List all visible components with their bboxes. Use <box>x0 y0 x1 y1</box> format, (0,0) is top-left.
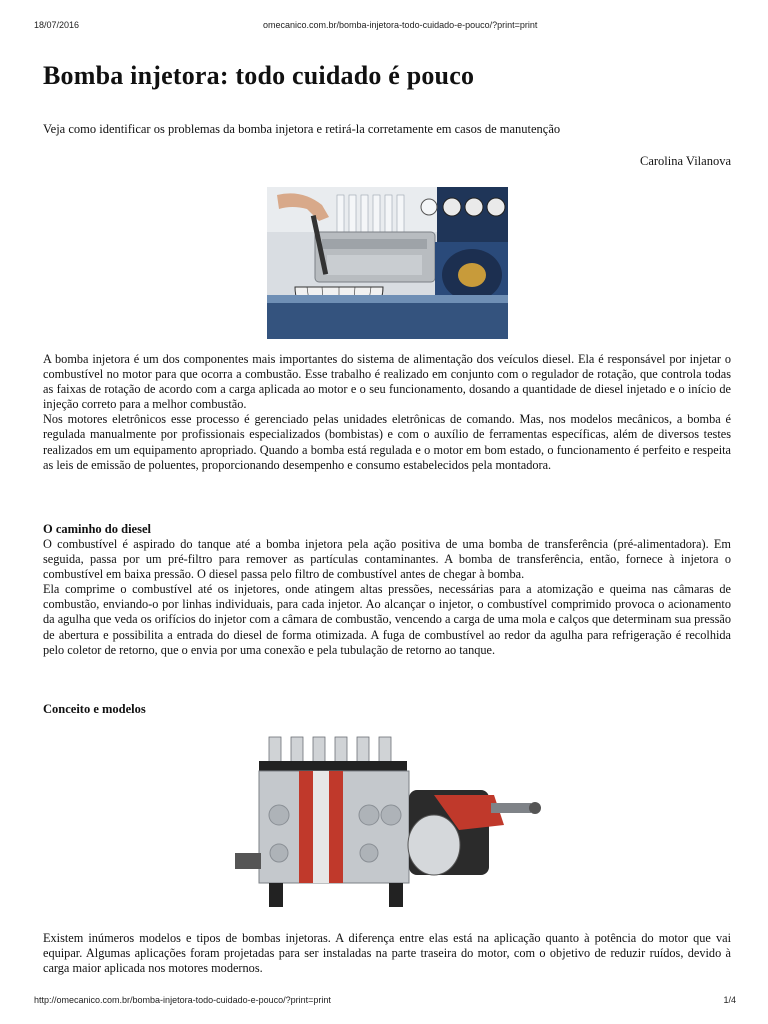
print-header-url: omecanico.com.br/bomba-injetora-todo-cuidado-e-pouco/?print=print <box>263 20 538 30</box>
conceito-paragraph-1: Existem inúmeros modelos e tipos de bombas injetoras. A diferença entre elas está na aplicação quanto à potência do motor que vai equipar. Algumas aplicações foram projetadas para ser instaladas na parte traseira do motor, com o objetivo de reduzir ruídos, devido à carga maior aplicada nos motores modernos. <box>43 931 731 976</box>
caminho-paragraph-1: O combustível é aspirado do tanque até a bomba injetora pela ação positiva de uma bomba de transferência (pré-alimentadora). Em seguida, passa por um pré-filtro para remover as partículas contaminantes. A bomba de transferência, então, fornece à injetora o combustível em baixa pressão. O diesel passa pelo filtro de combustível antes de chegar à bomba. <box>43 537 731 582</box>
section-heading-conceito: Conceito e modelos <box>43 702 146 716</box>
print-date: 18/07/2016 <box>34 20 80 30</box>
test-bench-photo <box>267 187 508 339</box>
intro-paragraph-1: A bomba injetora é um dos componentes mais importantes do sistema de alimentação dos veículos diesel. Ela é responsável por injetar o combustível no motor para que ocorra a combustão. Esse trabalho é realizado em conjunto com o regulador de rotação, que controla todas as faixas de rotação de acordo com a carga aplicada ao motor e o seu funcionamento, dosando a quantidade de diesel injetado e o início de injeção correto para a melhor combustão. <box>43 352 731 412</box>
intro-body <box>43 352 731 473</box>
article <box>43 60 731 976</box>
section-heading-caminho: O caminho do diesel <box>43 522 151 536</box>
print-footer-url: http://omecanico.com.br/bomba-injetora-todo-cuidado-e-pouco/?print=print <box>34 995 331 1005</box>
section-conceito-body <box>43 931 731 976</box>
article-subtitle: Veja como identificar os problemas da bomba injetora e retirá-la corretamente em casos de manutenção <box>43 122 561 136</box>
section-caminho-body <box>43 537 731 658</box>
caminho-paragraph-2: Ela comprime o combustível até os injetores, onde atingem altas pressões, necessárias para a atomização e queima nas câmaras de combustão, enviando-o por linhas individuais, para cada injetor. Ao alcançar o injetor, o combustível comprimido provoca o acionamento da agulha que veda os orifícios do injetor com a câmara de combustão, vencendo a carga de uma mola e calços que determinam sua pressão de abertura e possibilita a entrada do diesel de forma otimizada. A fuga de combustível ao redor da agulha para refrigeração é recolhida pelo coletor de retorno, que o envia por uma conexão e pela tubulação de retorno ao tanque. <box>43 582 731 657</box>
pump-cutaway-photo <box>229 735 546 910</box>
page-number: 1/4 <box>723 995 736 1005</box>
intro-paragraph-2: Nos motores eletrônicos esse processo é gerenciado pelas unidades eletrônicas de comando. Mas, nos modelos mecânicos, a bomba é regulada manualmente por profissionais especializados (bombistas) e com o auxílio de ferramentas específicas, além de diversos testes realizados em um equipamento apropriado. Quando a bomba está regulada e o motor em bom estado, o funcionamento é perfeito e respeita as leis de emissão de poluentes, proporcionando desempenho e consumo estabelecidos pela montadora. <box>43 412 731 472</box>
article-author: Carolina Vilanova <box>639 154 731 168</box>
article-title: Bomba injetora: todo cuidado é pouco <box>43 61 475 90</box>
